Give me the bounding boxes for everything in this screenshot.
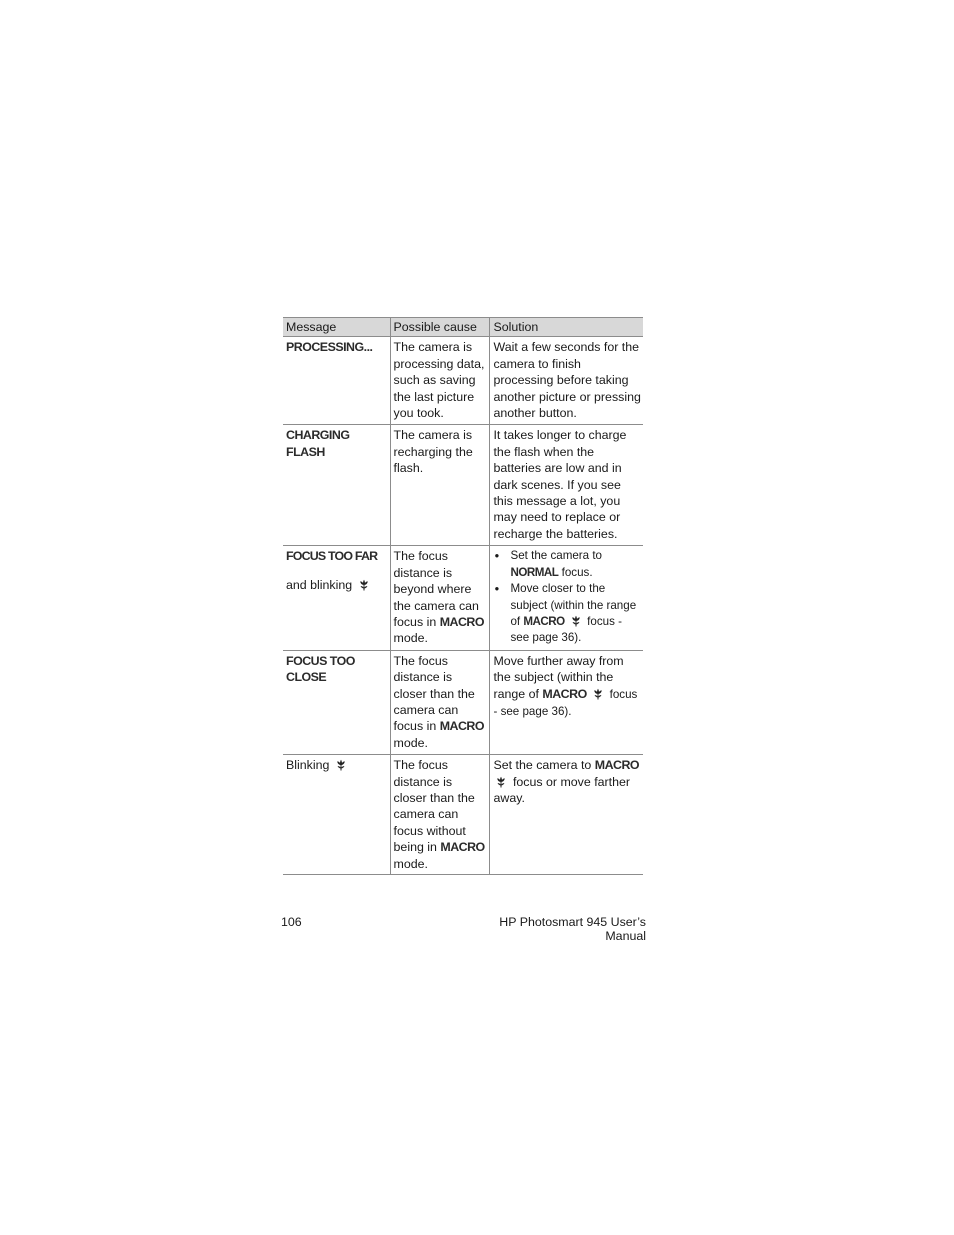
column-header-message: Message <box>283 318 390 337</box>
solution-cell: Wait a few seconds for the camera to finish processing before taking another picture or pressing another button. <box>490 337 643 425</box>
lcd-message: PROCESSING... <box>286 340 373 355</box>
cause-cell: The focus distance is beyond where the camera can focus in MACRO mode. <box>390 546 490 650</box>
lcd-message-line: FLASH <box>286 444 325 459</box>
solution-list <box>493 548 641 646</box>
lcd-message-line: FOCUS TOO <box>286 653 355 668</box>
message-text: Blinking <box>286 758 330 773</box>
list-item: ● Move closer to the subject (within the range of MACRO focus - see page 36). <box>493 581 641 647</box>
lcd-normal: NORMAL <box>510 565 559 579</box>
message-cell <box>283 425 390 546</box>
manual-title: HP Photosmart 945 User’s Manual <box>499 915 646 943</box>
table-row <box>283 546 643 650</box>
table-header-row <box>283 318 643 337</box>
table-row <box>283 650 643 754</box>
column-header-solution: Solution <box>490 318 643 337</box>
lcd-macro: MACRO <box>594 758 640 773</box>
message-cell <box>283 337 390 425</box>
message-cell <box>283 755 390 875</box>
macro-flower-icon <box>592 688 604 700</box>
macro-flower-icon <box>358 579 370 591</box>
solution-cell <box>490 546 643 650</box>
cause-cell: The camera is recharging the flash. <box>390 425 490 546</box>
message-cell <box>283 650 390 754</box>
page-number: 106 <box>281 915 302 929</box>
table-row <box>283 755 643 875</box>
lcd-message-line: CHARGING <box>286 428 350 443</box>
lcd-macro: MACRO <box>542 686 587 701</box>
solution-cell: Move further away from the subject (within the range of MACRO focus - see page 36). <box>490 650 643 754</box>
column-header-possible-cause: Possible cause <box>390 318 490 337</box>
table-row <box>283 425 643 546</box>
lcd-macro: MACRO <box>523 614 565 628</box>
lcd-macro: MACRO <box>439 719 484 734</box>
macro-flower-icon <box>335 759 347 771</box>
solution-cell: Set the camera to MACRO focus or move farther away. <box>490 755 643 875</box>
lcd-message-line: CLOSE <box>286 670 327 685</box>
lcd-macro: MACRO <box>440 840 485 855</box>
cause-cell: The focus distance is closer than the camera can focus without being in MACRO mode. <box>390 755 490 875</box>
macro-flower-icon <box>570 615 582 627</box>
solution-cell: It takes longer to charge the flash when the batteries are low and in dark scenes. If you see this message a lot, you may need to replace or recharge the batteries. <box>490 425 643 546</box>
list-item: ● Set the camera to NORMAL focus. <box>493 548 641 581</box>
message-note: and blinking <box>286 577 353 592</box>
cause-cell: The camera is processing data, such as saving the last picture you took. <box>390 337 490 425</box>
error-messages-table <box>283 317 643 875</box>
table-row <box>283 337 643 425</box>
macro-flower-icon <box>495 776 507 788</box>
message-cell <box>283 546 390 650</box>
cause-cell: The focus distance is closer than the camera can focus in MACRO mode. <box>390 650 490 754</box>
lcd-message: FOCUS TOO FAR <box>286 549 378 564</box>
lcd-macro: MACRO <box>439 614 484 629</box>
